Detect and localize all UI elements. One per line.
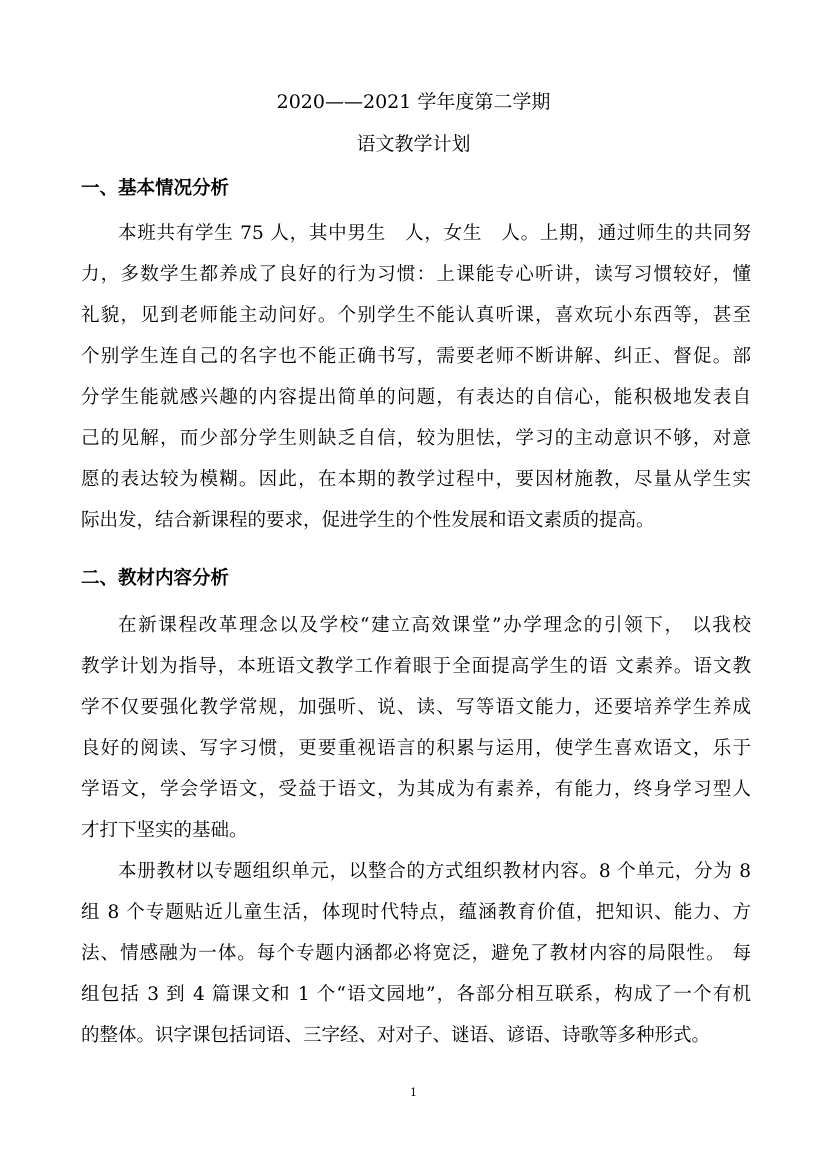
paragraph-line: 愿的表达较为模糊。因此，在本期的教学过程中，要因材施教，尽量从学生实	[81, 469, 751, 490]
paragraph-line: 力，多数学生都养成了良好的行为习惯：上课能专心听讲，读写习惯较好，懂	[81, 264, 751, 285]
paragraph-line: 组包括 3 到 4 篇课文和 1 个“语文园地”，各部分相互联系，构成了一个有机	[81, 984, 751, 1005]
paragraph-line: 的整体。识字课包括词语、三字经、对对子、谜语、谚语、诗歌等多种形式。	[81, 1025, 711, 1046]
page-number: 1	[410, 1086, 417, 1099]
paragraph-line: 法、情感融为一体。每个专题内涵都必将宽泛，避免了教材内容的局限性。 每	[81, 943, 751, 964]
paragraph-line: 教学计划为指导，本班语文教学工作着眼于全面提高学生的语 文素养。语文教	[81, 656, 751, 677]
section-heading-textbook-analysis: 二、教材内容分析	[81, 568, 230, 589]
paragraph-basic-situation	[81, 213, 751, 541]
document-title: 语文教学计划	[356, 133, 471, 155]
section-heading-basic-situation: 一、基本情况分析	[81, 178, 230, 199]
paragraph-line: 礼貌，见到老师能主动问好。个别学生不能认真听课，喜欢玩小东西等，甚至	[81, 305, 751, 326]
paragraph-line: 个别学生连自己的名字也不能正确书写，需要老师不断讲解、纠正、督促。部	[81, 346, 751, 367]
paragraph-line: 在新课程改革理念以及学校“建立高效课堂”办学理念的引领下， 以我校	[118, 615, 751, 636]
paragraph-line: 己的见解，而少部分学生则缺乏自信，较为胆怯，学习的主动意识不够，对意	[81, 428, 751, 449]
paragraph-line: 学不仅要强化教学常规，加强听、说、读、写等语文能力，还要培养学生养成	[81, 697, 751, 718]
paragraph-line: 本班共有学生 75 人，其中男生 人，女生 人。上期，通过师生的共同努	[118, 223, 751, 244]
paragraph-curriculum-reform	[81, 605, 751, 851]
paragraph-line: 学语文，学会学语文，受益于语文，为其成为有素养，有能力，终身学习型人	[81, 779, 751, 800]
paragraph-textbook-structure	[81, 851, 751, 1056]
paragraph-line: 本册教材以专题组织单元，以整合的方式组织教材内容。8 个单元，分为 8	[118, 861, 751, 882]
paragraph-line: 分学生能就感兴趣的内容提出简单的问题，有表达的自信心，能积极地发表自	[81, 387, 751, 408]
paragraph-line: 良好的阅读、写字习惯，更要重视语言的积累与运用，使学生喜欢语文，乐于	[81, 738, 751, 759]
paragraph-line: 才打下坚实的基础。	[81, 820, 248, 841]
document-title-year: 2020——2021 学年度第二学期	[276, 91, 551, 113]
paragraph-line: 际出发，结合新课程的要求，促进学生的个性发展和语文素质的提高。	[81, 510, 655, 531]
paragraph-line: 组 8 个专题贴近儿童生活，体现时代特点，蕴涵教育价值，把知识、能力、方	[81, 902, 751, 923]
